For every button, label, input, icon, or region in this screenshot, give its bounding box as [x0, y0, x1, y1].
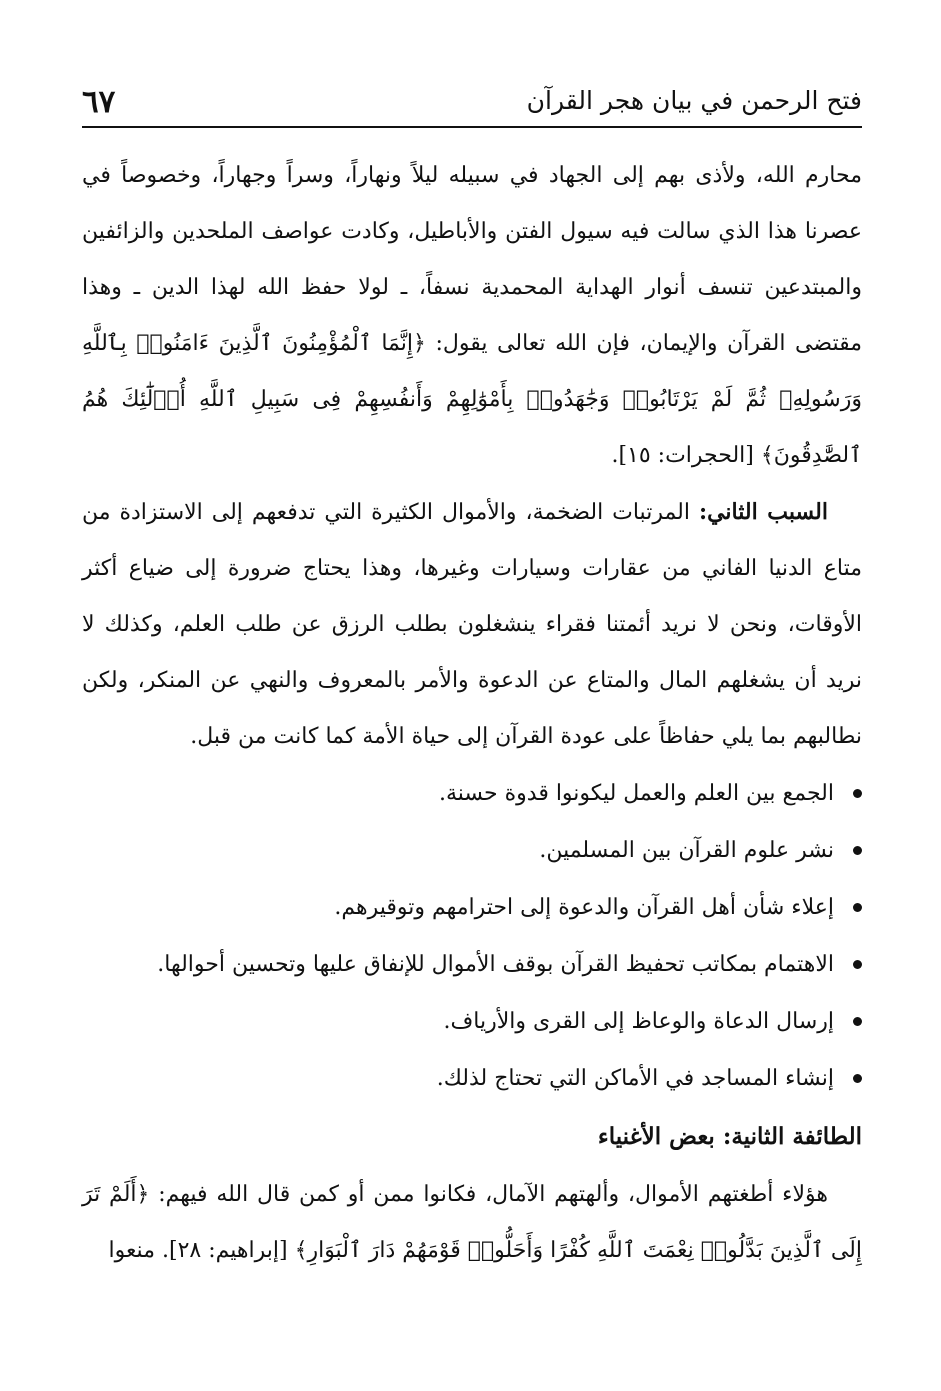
quran-verse-hujurat: ﴿إِنَّمَا ٱلْمُؤْمِنُونَ ٱلَّذِينَ ءَامَنُوا۟ بِٱللَّهِ وَرَسُولِهِۦ ثُمَّ لَمْ يَرْتَابُوا۟ وَجَٰهَدُوا۟ بِأَمْوَٰلِهِمْ وَأَنفُسِهِمْ فِى سَبِيلِ ٱللَّهِ أُو۟لَٰٓئِكَ هُمُ ٱلصَّٰدِقُونَ﴾: [82, 331, 862, 468]
bullet-icon: [853, 789, 862, 798]
verse-reference-ibrahim: [إبراهيم: ٢٨]. منعوا: [108, 1238, 295, 1263]
bullet-icon: [853, 960, 862, 969]
book-page: [82, 80, 862, 1279]
list-item: نشر علوم القرآن بين المسلمين.: [82, 822, 862, 879]
list-item: إعلاء شأن أهل القرآن والدعوة إلى احترامهم وتوقيرهم.: [82, 879, 862, 936]
paragraph-3-text: هؤلاء أطغتهم الأموال، وألهتهم الآمال، فكانوا ممن أو كمن قال الله فيهم:: [149, 1182, 828, 1207]
bullet-icon: [853, 1074, 862, 1083]
bullet-icon: [853, 1017, 862, 1026]
running-title: فتح الرحمن في بيان هجر القرآن: [526, 86, 862, 115]
bullet-icon: [853, 903, 862, 912]
page-number: ٦٧: [82, 84, 116, 120]
paragraph-2: [82, 484, 862, 765]
verse-reference-hujurat: [الحجرات: ١٥].: [611, 443, 761, 468]
header-rule: [82, 126, 862, 128]
paragraph-3: [82, 1167, 862, 1279]
section-heading: الطائفة الثانية: بعض الأغنياء: [597, 1123, 862, 1150]
list-item: الجمع بين العلم والعمل ليكونوا قدوة حسنة.: [82, 765, 862, 822]
page-header: [82, 80, 862, 128]
reason-two-label: السبب الثاني:: [698, 499, 828, 525]
recommendations-list: [82, 765, 862, 1107]
quran-verse-ibrahim: ﴿أَلَمْ تَرَ إِلَى ٱلَّذِينَ بَدَّلُوا۟ نِعْمَتَ ٱللَّهِ كُفْرًا وَأَحَلُّوا۟ قَوْمَهُمْ دَارَ ٱلْبَوَارِ﴾: [82, 1182, 862, 1263]
list-item: الاهتمام بمكاتب تحفيظ القرآن بوقف الأموال للإنفاق عليها وتحسين أحوالها.: [82, 936, 862, 993]
list-item: إرسال الدعاة والوعاظ إلى القرى والأرياف.: [82, 993, 862, 1050]
paragraph-2-text: المرتبات الضخمة، والأموال الكثيرة التي تدفعهم إلى الاستزادة من متاع الدنيا الفاني من عقارات وسيارات وغيرها، وهذا يحتاج ضرورة إلى ضياع أكثر الأوقات، ونحن لا نريد أئمتنا فقراء ينشغلون بطلب الرزق عن طلب العلم، وكذلك لا نريد أن يشغلهم المال والمتاع عن الدعوة والأمر بالمعروف والنهي عن المنكر، ولكن نطالبهم بما يلي حفاظاً على عودة القرآن إلى حياة الأمة كما كانت من قبل.: [82, 500, 862, 749]
list-item: إنشاء المساجد في الأماكن التي تحتاج لذلك.: [82, 1050, 862, 1107]
paragraph-1: [82, 148, 862, 484]
page-body: [82, 148, 862, 1279]
bullet-icon: [853, 846, 862, 855]
paragraph-1-text: محارم الله، ولأذى بهم إلى الجهاد في سبيله ليلاً ونهاراً، وسراً وجهاراً، وخصوصاً في عصرنا هذا الذي سالت فيه سيول الفتن والأباطيل، وكادت عواصف الملحدين والزائفين والمبتدعين تنسف أنوار الهداية المحمدية نسفاً، ـ لولا حفظ الله لهذا الدين ـ وهذا مقتضى القرآن والإيمان، فإن الله تعالى يقول:: [82, 163, 862, 356]
